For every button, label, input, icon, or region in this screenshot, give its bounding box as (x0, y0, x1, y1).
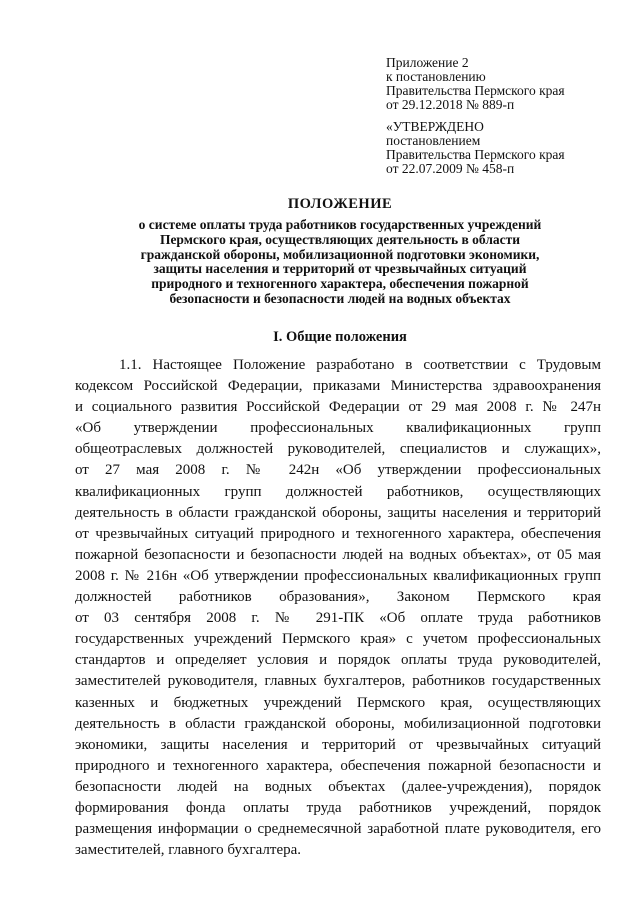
paragraph-line: казенных и бюджетных учреждений Пермского края, осуществляющих (75, 694, 601, 711)
paragraph-line: квалификационных групп должностей работников, осуществляющих (75, 483, 601, 500)
body-paragraph (75, 355, 601, 861)
document-title: ПОЛОЖЕНИЕ (287, 196, 393, 212)
paragraph-line: заместителей руководителя, главных бухгалтеров, работников государственных (75, 673, 601, 690)
paragraph-line: должностей работников образования», Законом Пермского края (75, 589, 601, 606)
appendix-line: от 29.12.2018 № 889-п (386, 97, 515, 112)
paragraph-line: общеотраслевых должностей руководителей, специалистов и служащих», (75, 441, 601, 458)
section-heading: I. Общие положения (273, 329, 407, 345)
paragraph-line: заместителей, главного бухгалтера. (75, 842, 302, 859)
subtitle-line: Пермского края, осуществляющих деятельность в области (159, 231, 521, 247)
paragraph-line: «Об утверждении профессиональных квалификационных групп (75, 420, 601, 437)
appendix-line: Правительства Пермского края (386, 83, 565, 98)
paragraph-line: от 03 сентября 2008 г. № 291-ПК «Об оплате труда работников (75, 610, 601, 627)
subtitle-line: природного и техногенного характера, обеспечения пожарной (151, 276, 529, 292)
paragraph-line: формирования фонда оплаты труда работников учреждений, порядок (75, 799, 601, 816)
paragraph-line: экономики, защиты населения и территорий от чрезвычайных ситуаций (75, 736, 601, 753)
appendix-line: Приложение 2 (386, 55, 469, 70)
subtitle-line: гражданской обороны, мобилизационной подготовки экономики, (140, 246, 540, 262)
subtitle-line: о системе оплаты труда работников государственных учреждений (138, 217, 542, 232)
approved-line: постановлением (386, 133, 481, 148)
subtitle-line: защиты населения и территорий от чрезвычайных ситуаций (153, 261, 527, 277)
paragraph-line: 2008 г. № 216н «Об утверждении профессиональных квалификационных групп (75, 567, 601, 584)
paragraph-line: кодексом Российской Федерации, приказами Министерства здравоохранения (75, 378, 601, 395)
paragraph-line: от 27 мая 2008 г. № 242н «Об утверждении профессиональных (75, 462, 601, 479)
paragraph-line: деятельность в области гражданской обороны, мобилизационной подготовки (75, 715, 601, 732)
paragraph-line: стандартов и определяет условия и порядок оплаты труда руководителей, (75, 652, 601, 669)
approved-line: от 22.07.2009 № 458-п (386, 161, 515, 176)
appendix-line: к постановлению (386, 69, 486, 84)
paragraph-line: деятельность в области гражданской обороны, защиты населения и территорий (75, 504, 601, 521)
subtitle-line: безопасности и безопасности людей на водных объектах (169, 290, 511, 306)
approved-line: «УТВЕРЖДЕНО (386, 119, 484, 134)
paragraph-line: природного и техногенного характера, обеспечения пожарной безопасности и (75, 757, 601, 774)
paragraph-line: размещения информации о среднемесячной заработной плате руководителя, его (75, 821, 601, 838)
paragraph-line: и социального развития Российской Федерации от 29 мая 2008 г. № 247н (75, 399, 601, 416)
document-subtitle (70, 218, 610, 307)
appendix-block (386, 56, 626, 112)
paragraph-line: пожарной безопасности и безопасности людей на водных объектах», от 05 мая (75, 546, 601, 563)
paragraph-line: от чрезвычайных ситуаций природного и техногенного характера, обеспечения (75, 525, 601, 542)
approved-block (386, 120, 626, 176)
paragraph-line: безопасности людей на водных объектах (далее-учреждения), порядок (75, 778, 601, 795)
paragraph-line: государственных учреждений Пермского края» с учетом профессиональных (75, 631, 601, 648)
paragraph-line: 1.1. Настоящее Положение разработано в соответствии с Трудовым (119, 357, 601, 373)
approved-line: Правительства Пермского края (386, 147, 565, 162)
